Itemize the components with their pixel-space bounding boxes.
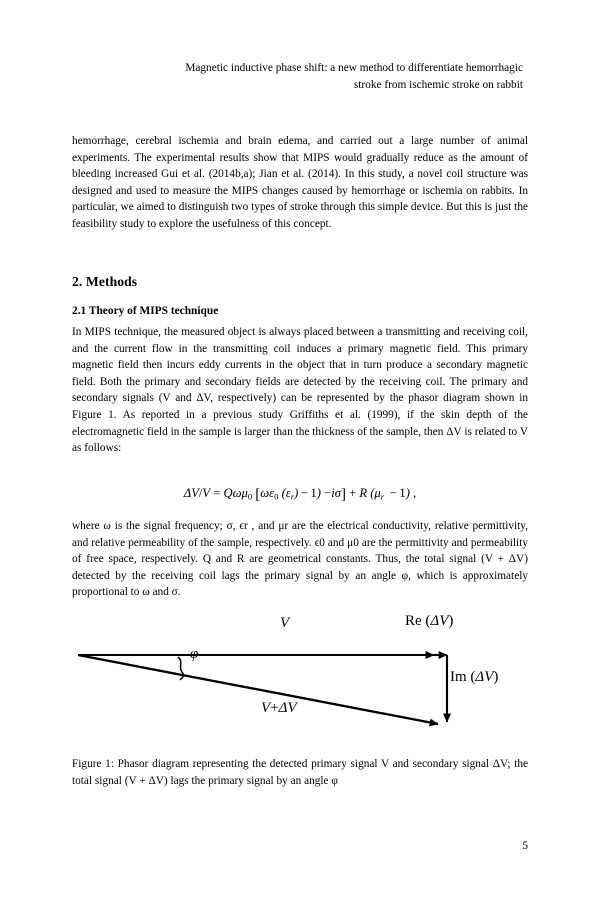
vector-v-plus-deltav-line [78, 655, 438, 724]
page-number: 5 [522, 840, 528, 852]
paragraph-3: where ω is the signal frequency; σ, ϵr , and μr are the electrical conductivity, relative permittivity, and relative permeability of the sample, respectively. ϵ0 and μ0 are the permittivity and permeability of free space, respectively. Q and R are geometrical constants. Thus, the total signal (V + ΔV) detected by the receiving coil lags the primary signal by an angle φ, which is approximately proportional to ω and σ. [72, 520, 528, 599]
figure-label-phi: φ [190, 646, 199, 662]
paragraph-1: hemorrhage, cerebral ischemia and brain edema, and carried out a large number of animal experiments. The experimental results show that MIPS would gradually reduce as the amount of bleeding increased Gui et al. (2014b,a); Jian et al. (2014). In this study, a novel coil structure was designed and used to measure the MIPS changes caused by hemorrhage or ischemia on rabbits. In particular, we aimed to distinguish two types of stroke through this simple device. But this is just the feasibility study to explore the usefulness of this concept. [72, 135, 528, 230]
running-head-line-2: stroke from ischemic stroke on rabbit [353, 79, 523, 91]
equation-rendered: ΔV/V = Qωμ0 [ωε0 (εr) − 1) −iσ] + R (μr − 1) , [183, 486, 417, 503]
paragraph-1-container [72, 133, 528, 233]
figure-label-v: V [280, 615, 290, 631]
equation-delta-v [72, 486, 528, 503]
paragraph-2-container [72, 324, 528, 457]
subsection-heading-theory: 2.1 Theory of MIPS technique [72, 305, 219, 317]
paragraph-2: In MIPS technique, the measured object is always placed between a transmitting and receiving coil, and the current flow in the transmitting coil induces a primary magnetic field. This primary magnetic field then incurs eddy currents in the object that in turn produce a secondary magnetic field. Both the primary and secondary fields are detected by the receiving coil. The primary and secondary signals (V and ΔV, respectively) can be represented by the phasor diagram shown in Figure 1. As reported in a previous study Griffiths et al. (1999), if the skin depth of the electromagnetic field in the sample is larger than the thickness of the sample, then ΔV is related to V as follows: [72, 326, 528, 455]
paragraph-3-container [72, 518, 528, 601]
running-head-line-1: Magnetic inductive phase shift: a new method to differentiate hemorrhagic [185, 62, 523, 74]
running-head [108, 60, 523, 94]
figure-1-phasor-diagram [72, 614, 528, 749]
figure-label-im-deltav: Im (ΔV) [450, 669, 499, 685]
figure-1-caption: Figure 1: Phasor diagram representing the detected primary signal V and secondary signal ΔV; the total signal (V + ΔV) lags the primary signal by an angle φ [72, 758, 528, 787]
section-heading-methods: 2. Methods [72, 274, 138, 289]
figure-label-re-deltav: Re (ΔV) [405, 613, 454, 629]
angle-arc-marker [178, 657, 183, 680]
figure-label-v-plus-deltav: V+ΔV [261, 700, 297, 716]
